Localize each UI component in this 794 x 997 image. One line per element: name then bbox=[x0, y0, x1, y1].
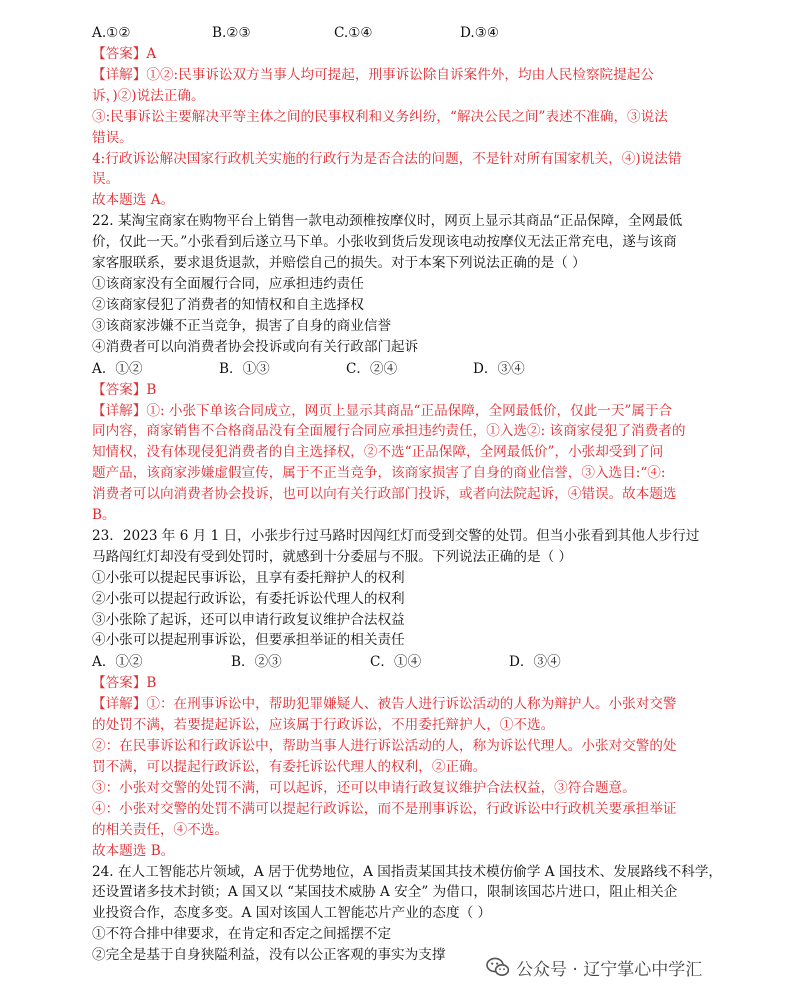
q21-explanation-line: 故本题选 A。 bbox=[92, 192, 175, 209]
q23-explanation-line: ②：在民事诉讼和行政诉讼中，帮助当事人进行诉讼活动的人，称为诉讼代理人。小张对交警的处 bbox=[92, 738, 677, 755]
q23-explanation-line: 【详解】①：在刑事诉讼中，帮助犯罪嫌疑人、被告人进行诉讼活动的人称为辩护人。小张对交警 bbox=[92, 696, 677, 713]
q21-answer: 【答案】A bbox=[92, 46, 157, 62]
q23-stem-line: 23．2023 年 6 月 1 日，小张步行过马路时因闯红灯而受到交警的处罚。但当小张看到其他人步行过 bbox=[92, 527, 700, 544]
q21-options bbox=[92, 22, 704, 44]
q23-item: ②小张可以提起行政诉讼，有委托诉讼代理人的权利 bbox=[92, 590, 405, 607]
q22-explanation-line: 消费者可以向消费者协会投诉，也可以向有关行政部门投诉，或者向法院起诉，④错误。故本题选 bbox=[92, 486, 677, 503]
q23-explanation-line: ④：小张对交警的处罚不满可以提起行政诉讼，而不是刑事诉讼，行政诉讼中行政机关要承担举证 bbox=[92, 800, 677, 817]
option-a: A．①② bbox=[92, 654, 143, 671]
option-b: B.②③ bbox=[212, 25, 251, 41]
q23-item: ④小张可以提起刑事诉讼，但要承担举证的相关责任 bbox=[92, 632, 405, 649]
q22-item: ②该商家侵犯了消费者的知情权和自主选择权 bbox=[92, 296, 364, 313]
q24-stem-line: 24. 在人工智能芯片领域，A 居于优势地位，A 国指责某国其技术模仿偷学 A 国技术、发展路线不科学， bbox=[92, 863, 723, 880]
q22-item: ④消费者可以向消费者协会投诉或向有关行政部门起诉 bbox=[92, 338, 419, 355]
q22-explanation-line: 题产品，该商家涉嫌虚假宣传，属于不正当竞争，该商家损害了自身的商业信誉，③入选目:“④: bbox=[92, 465, 666, 482]
q21-explanation-line: 误。 bbox=[92, 171, 120, 188]
q23-item: ③小张除了起诉，还可以申请行政复议维护合法权益 bbox=[92, 611, 405, 628]
q23-explanation-line: 的相关责任，④不选。 bbox=[92, 821, 228, 838]
q22-explanation-line: 【详解】①: 小张下单该合同成立，网页上显示其商品“正品保障，全网最低价，仅此一天”属于合 bbox=[92, 402, 673, 419]
q24-item: ②完全是基于自身狭隘利益，没有以公正客观的事实为支撑 bbox=[92, 947, 446, 964]
q22-item: ①该商家没有全面履行合同，应承担违约责任 bbox=[92, 275, 364, 292]
q22-options bbox=[92, 358, 704, 380]
q22-item: ③该商家涉嫌不正当竞争，损害了自身的商业信誉 bbox=[92, 317, 392, 334]
option-d: D.③④ bbox=[460, 25, 500, 41]
q23-explanation-line: ③：小张对交警的处罚不满，可以起诉，还可以申请行政复议维护合法权益，③符合题意。 bbox=[92, 779, 636, 796]
q23-explanation-line: 罚不满，可以提起行政诉讼，有委托诉讼代理人的权利，②正确。 bbox=[92, 759, 487, 775]
q22-answer: 【答案】B bbox=[92, 381, 157, 398]
q23-options bbox=[92, 651, 704, 673]
watermark-text: 公众号 · 辽宁掌心中学汇 bbox=[516, 959, 703, 980]
q24-stem-line: 还设置诸多技术封锁；A 国又以 “某国技术威胁 A 安全” 为借口，限制该国芯片进口，阻止相关企 bbox=[92, 884, 678, 901]
watermark bbox=[486, 954, 702, 980]
q23-explanation-line: 故本题选 B。 bbox=[92, 842, 175, 859]
option-b: B．①③ bbox=[219, 360, 270, 377]
q22-explanation-line: 同内容，商家销售不合格商品没有全面履行合同应承担违约责任，①入选②: 该商家侵犯了消费者的 bbox=[92, 423, 686, 440]
q22-stem-line: 价，仅此一天。”小张看到后遂立马下单。小张收到货后发现该电动按摩仪无法正常充电，遂与该商 bbox=[92, 234, 677, 251]
q23-item: ①小张可以提起民事诉讼，且享有委托辩护人的权利 bbox=[92, 569, 405, 586]
option-c: C．②④ bbox=[346, 360, 398, 377]
option-d: D．③④ bbox=[509, 654, 561, 671]
q22-stem-line: 22. 某淘宝商家在购物平台上销售一款电动颈椎按摩仪时，网页上显示其商品“正品保障，全网最低 bbox=[92, 213, 683, 230]
q22-explanation-line: 知情权，没有体现侵犯消费者的自主选择权，②不选“正品保障，全网最低价”，小张却受到了问 bbox=[92, 444, 664, 461]
option-c: C.①④ bbox=[334, 25, 373, 41]
option-d: D．③④ bbox=[473, 360, 525, 377]
q22-stem-line: 家客服联系，要求退货退款，并赔偿自己的损失。对于本案下列说法正确的是（ ） bbox=[92, 255, 586, 272]
q23-stem-line: 马路闯红灯却没有受到处罚时，就感到十分委屈与不服。下列说法正确的是（ ） bbox=[92, 548, 573, 565]
q24-item: ①不符合排中律要求，在肯定和否定之间摇摆不定 bbox=[92, 926, 392, 943]
option-b: B．②③ bbox=[231, 654, 282, 671]
q21-explanation-line: 错误。 bbox=[92, 129, 133, 146]
q21-explanation-line: 【详解】①②:民事诉讼双方当事人均可提起，刑事诉讼除自诉案件外，均由人民检察院提起公 bbox=[92, 66, 654, 83]
q24-stem-line: 业投资合作，态度多变。A 国对该国人工智能芯片产业的态度（ ） bbox=[92, 905, 492, 922]
q23-explanation-line: 的处罚不满，若要提起诉讼，应该属于行政诉讼，不用委托辩护人，①不选。 bbox=[92, 717, 555, 734]
option-a: A.①② bbox=[92, 25, 131, 41]
page-content bbox=[92, 22, 723, 966]
wechat-official-account-icon bbox=[486, 956, 510, 978]
q21-explanation-line: ③:民事诉讼主要解决平等主体之间的民事权利和义务纠纷，“解决公民之间”表述不准确，③说法 bbox=[92, 108, 668, 125]
q23-answer: 【答案】B bbox=[92, 675, 157, 692]
option-c: C．①④ bbox=[370, 654, 422, 671]
option-a: A．①② bbox=[92, 360, 143, 377]
q22-explanation-line: B。 bbox=[92, 507, 116, 524]
q21-explanation-line: 诉，)②)说法正确。 bbox=[92, 87, 205, 104]
q21-explanation-line: 4:行政诉讼解决国家行政机关实施的行政行为是否合法的问题，不是针对所有国家机关，④)说法错 bbox=[92, 150, 682, 167]
